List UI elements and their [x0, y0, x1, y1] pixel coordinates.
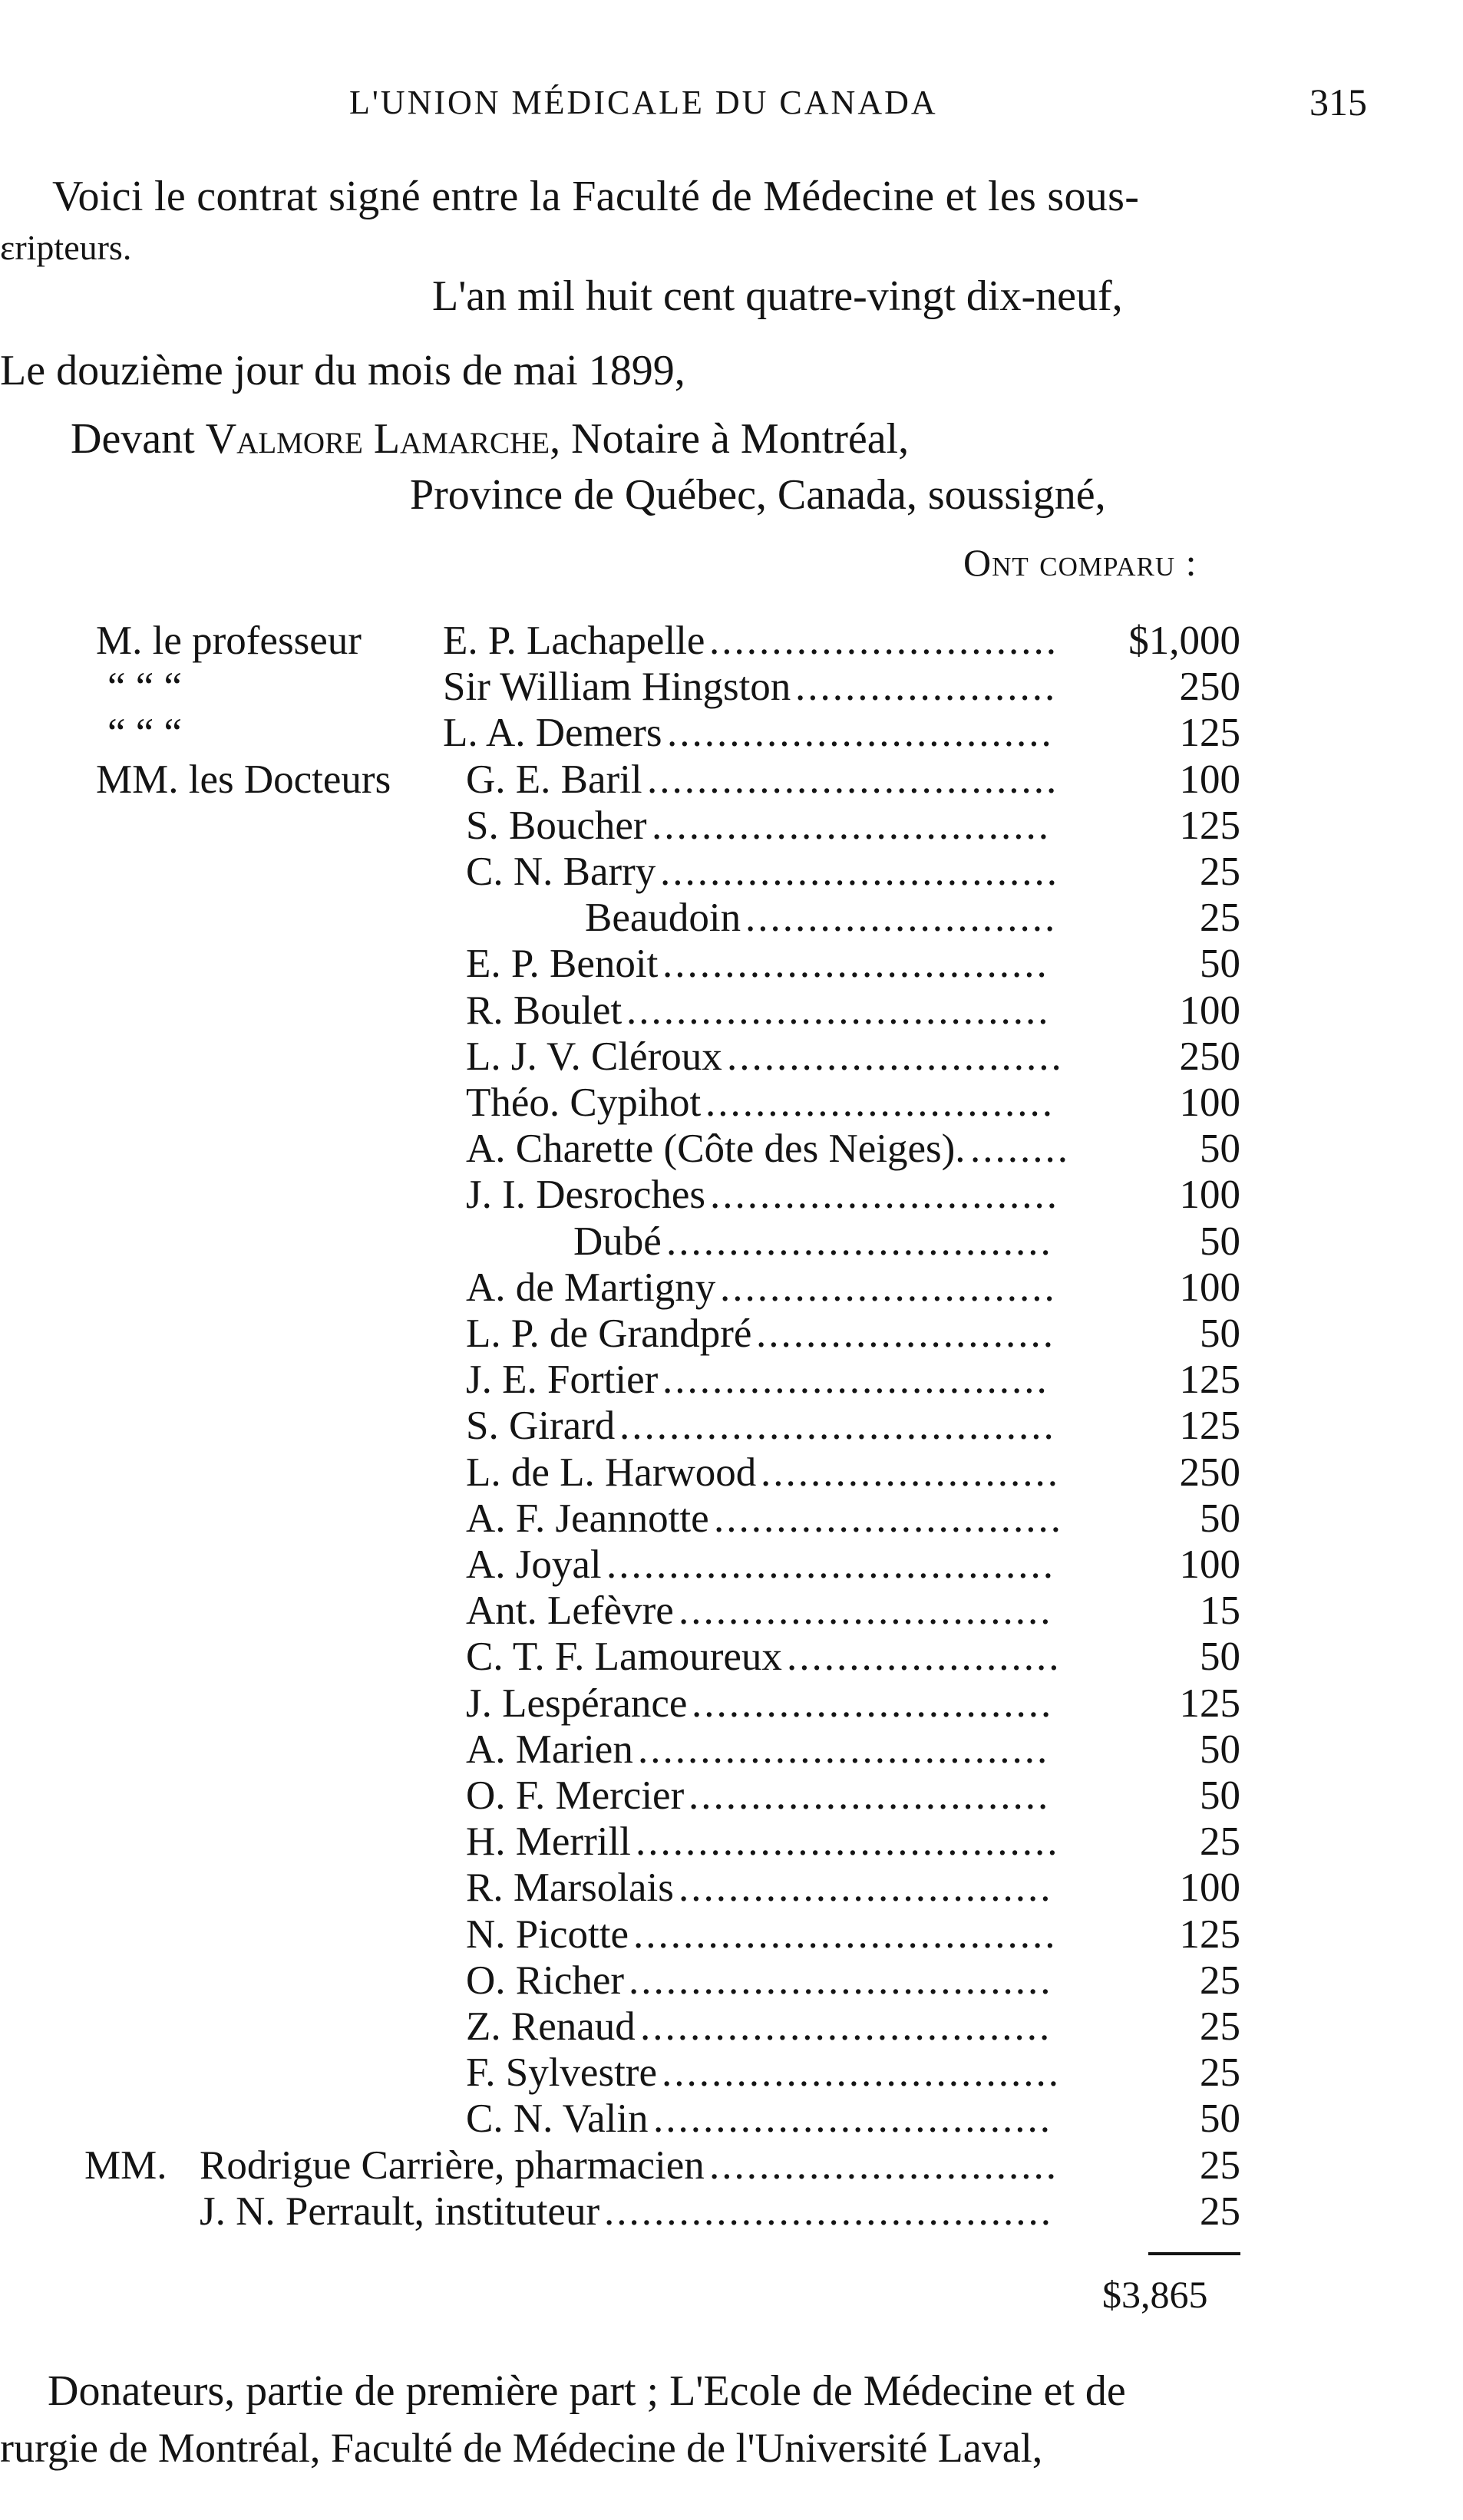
leader-dots: ................................: [660, 849, 1059, 894]
subscriber-title: MM.: [84, 2142, 167, 2188]
closing-line-2: rurgie de Montréal, Faculté de Médecine de l'Université Laval,: [0, 2425, 1043, 2471]
intro-line-4: Le douzième jour du mois de mai 1899,: [0, 347, 685, 394]
subscriber-name: A. F. Jeannotte: [466, 1496, 709, 1541]
list-item: [0, 1311, 1463, 1357]
list-item: [0, 803, 1463, 849]
subscription-amount: 25: [1200, 2050, 1240, 2096]
subscriber-name: Z. Renaud: [466, 2004, 636, 2049]
subscription-amount: 100: [1179, 988, 1240, 1033]
subscription-amount: 50: [1200, 1496, 1240, 1541]
subscriber-name: C. N. Barry: [466, 849, 656, 894]
list-item: [0, 2050, 1463, 2096]
subscription-amount: 50: [1200, 1727, 1240, 1772]
subscriber-name: O. Richer: [466, 1958, 625, 2003]
total-rule: [1148, 2252, 1240, 2255]
subscriber-name: O. F. Mercier: [466, 1773, 685, 1818]
intro-line-1: Voici le contrat signé entre la Faculté de Médecine et les sous-: [52, 173, 1140, 220]
subscriber-name: C. T. F. Lamoureux: [466, 1634, 782, 1680]
list-item: [0, 664, 1463, 710]
list-item: [0, 2096, 1463, 2142]
subscriber-name: C. N. Valin: [466, 2096, 649, 2142]
leader-dots: .....................: [795, 665, 1058, 710]
subscription-amount: 25: [1200, 2004, 1240, 2049]
leader-dots: .................................: [638, 1727, 1050, 1772]
subscriber-name: R. Boulet: [466, 988, 623, 1033]
notary-name: Valmore Lamarche: [205, 415, 550, 463]
subscriber-name: J. I. Desroches: [466, 1173, 706, 1218]
list-item: [0, 2142, 1463, 2189]
leader-dots: ..................................: [633, 1911, 1058, 1957]
subscription-amount: 125: [1179, 803, 1240, 848]
list-item: [0, 1496, 1463, 1542]
subscriber-name: H. Merrill: [466, 1819, 631, 1865]
leader-dots: .................................: [647, 757, 1059, 802]
leader-dots: ...............................: [667, 711, 1054, 756]
leader-dots: ................................: [653, 2096, 1052, 2142]
leader-dots: .............................: [692, 1681, 1054, 1726]
leader-dots: ...........................: [720, 1265, 1057, 1310]
list-item: [0, 895, 1463, 941]
page-number: 315: [1309, 81, 1367, 124]
subscription-amount: 100: [1179, 1173, 1240, 1218]
list-item: [0, 1357, 1463, 1403]
subscriber-name: Beaudoin: [585, 896, 741, 941]
leader-dots: ..............................: [679, 1865, 1053, 1911]
list-item: [0, 1865, 1463, 1911]
subscription-amount: 25: [1200, 2189, 1240, 2234]
list-item: [0, 1265, 1463, 1311]
list-item: [0, 941, 1463, 987]
subscriber-name: L. A. Demers: [443, 711, 662, 756]
subscriber-name: J. Lespérance: [466, 1681, 688, 1726]
list-item: [0, 757, 1463, 803]
subscription-amount: 50: [1200, 1219, 1240, 1264]
list-item: [0, 1681, 1463, 1727]
subscription-amount: 50: [1200, 1773, 1240, 1818]
list-item: [0, 1542, 1463, 1588]
subscriber-title: “ “ “: [107, 665, 183, 710]
subscription-amount: 125: [1179, 1403, 1240, 1449]
total-amount: $3,865: [1102, 2273, 1208, 2316]
subscription-amount: 100: [1179, 1265, 1240, 1310]
list-item: [0, 1819, 1463, 1865]
intro-line-7: Ont comparu :: [963, 541, 1197, 584]
list-item: [0, 1588, 1463, 1634]
list-item: [0, 1450, 1463, 1496]
subscription-amount: 100: [1179, 1542, 1240, 1587]
list-item: [0, 1126, 1463, 1172]
leader-dots: ..................................: [636, 1819, 1060, 1865]
subscription-amount: 25: [1200, 1819, 1240, 1865]
subscription-amount: 250: [1179, 665, 1240, 710]
leader-dots: ...........................: [727, 1034, 1064, 1079]
intro-line-2: ɛripteurs.: [0, 228, 132, 267]
subscriber-name: L. de L. Harwood: [466, 1450, 757, 1495]
leader-dots: .................................: [640, 2004, 1052, 2049]
intro-line-6: Province de Québec, Canada, soussigné,: [410, 471, 1106, 519]
leader-dots: ...............................: [666, 1219, 1053, 1264]
leader-dots: ..................................: [626, 988, 1051, 1033]
subscriber-name: A. Joyal: [466, 1542, 602, 1587]
subscription-amount: 25: [1200, 2142, 1240, 2188]
leader-dots: ............................: [714, 1496, 1063, 1541]
list-item: [0, 1403, 1463, 1449]
leader-dots: ............................: [709, 618, 1058, 663]
leader-dots: ....................................: [606, 1542, 1055, 1587]
subscription-amount: 125: [1179, 711, 1240, 756]
leader-dots: ............................: [709, 2142, 1058, 2188]
leader-dots: ..................................: [629, 1958, 1053, 2003]
subscriber-title: “ “ “: [107, 711, 183, 756]
leader-dots: ...............................: [662, 942, 1049, 987]
leader-dots: .............................: [689, 1773, 1051, 1818]
subscriber-name: Rodrigue Carrière, pharmacien: [200, 2142, 705, 2188]
subscriber-title: M. le professeur: [96, 618, 362, 663]
intro-line-5-prefix: Devant: [71, 415, 206, 463]
list-item: [0, 1634, 1463, 1680]
intro-line-5-suffix: , Notaire à Montréal,: [550, 415, 910, 463]
subscriber-name: F. Sylvestre: [466, 2050, 657, 2096]
subscriber-name: L. P. de Grandpré: [466, 1311, 752, 1356]
leader-dots: .........................: [745, 896, 1058, 941]
subscriber-name: A. de Martigny: [466, 1265, 716, 1310]
subscription-amount: 25: [1200, 849, 1240, 894]
list-item: [0, 1911, 1463, 1958]
subscription-amount: 100: [1179, 1080, 1240, 1125]
subscriber-name: Sir William Hingston: [443, 665, 791, 710]
subscriber-name: G. E. Baril: [466, 757, 642, 802]
leader-dots: ......................: [787, 1634, 1062, 1680]
leader-dots: ................................: [652, 803, 1051, 848]
subscriber-name: A. Charette (Côte des Neiges).: [466, 1126, 966, 1172]
running-title: L'UNION MÉDICALE DU CANADA: [349, 84, 938, 121]
subscriber-name: S. Boucher: [466, 803, 647, 848]
list-item: [0, 1080, 1463, 1126]
leader-dots: ....................................: [604, 2189, 1053, 2234]
leader-dots: ...............................: [662, 1357, 1049, 1403]
intro-line-5: [71, 415, 910, 463]
subscription-amount: 125: [1179, 1357, 1240, 1403]
subscriber-title: MM. les Docteurs: [96, 757, 391, 802]
list-item: [0, 1034, 1463, 1080]
subscriber-name: Théo. Cypihot: [466, 1080, 702, 1125]
subscriber-name: E. P. Benoit: [466, 942, 659, 987]
subscription-amount: 50: [1200, 1311, 1240, 1356]
leader-dots: ...................................: [619, 1403, 1056, 1449]
subscription-amount: 125: [1179, 1911, 1240, 1957]
list-item: [0, 1172, 1463, 1218]
closing-line-1: Donateurs, partie de première part ; L'Ecole de Médecine et de: [48, 2367, 1126, 2415]
subscriber-name: R. Marsolais: [466, 1865, 674, 1911]
list-item: [0, 1958, 1463, 2004]
leader-dots: ..............................: [679, 1588, 1053, 1634]
list-item: [0, 988, 1463, 1034]
subscription-amount: 100: [1179, 1865, 1240, 1911]
list-item: [0, 2189, 1463, 2235]
intro-line-3: L'an mil huit cent quatre-vingt dix-neuf,: [432, 272, 1123, 320]
leader-dots: ........................: [761, 1450, 1060, 1495]
leader-dots: ........: [970, 1126, 1070, 1172]
subscription-amount: $1,000: [1128, 618, 1240, 663]
subscription-amount: 50: [1200, 942, 1240, 987]
subscription-amount: 125: [1179, 1681, 1240, 1726]
list-item: [0, 2004, 1463, 2050]
leader-dots: ................................: [662, 2050, 1061, 2096]
list-item: [0, 849, 1463, 895]
subscriber-name: J. E. Fortier: [466, 1357, 659, 1403]
subscriber-name: E. P. Lachapelle: [443, 618, 705, 663]
subscription-amount: 250: [1179, 1450, 1240, 1495]
subscription-amount: 100: [1179, 757, 1240, 802]
subscriber-name: A. Marien: [466, 1727, 633, 1772]
subscriber-name: N. Picotte: [466, 1911, 629, 1957]
list-item: [0, 1727, 1463, 1773]
leader-dots: ............................: [710, 1173, 1059, 1218]
list-item: [0, 710, 1463, 756]
subscription-amount: 25: [1200, 896, 1240, 941]
leader-dots: ............................: [705, 1080, 1055, 1125]
subscription-amount: 15: [1200, 1588, 1240, 1634]
subscriber-name: Ant. Lefèvre: [466, 1588, 674, 1634]
leader-dots: ........................: [756, 1311, 1055, 1356]
subscription-amount: 50: [1200, 1126, 1240, 1172]
subscriber-name: Dubé: [573, 1219, 662, 1264]
subscriber-name: S. Girard: [466, 1403, 616, 1449]
subscription-amount: 50: [1200, 2096, 1240, 2142]
subscription-amount: 50: [1200, 1634, 1240, 1680]
subscriber-name: L. J. V. Cléroux: [466, 1034, 722, 1079]
subscription-amount: 25: [1200, 1958, 1240, 2003]
list-item: [0, 1219, 1463, 1265]
list-item: [0, 618, 1463, 664]
subscription-amount: 250: [1179, 1034, 1240, 1079]
subscriber-name: J. N. Perrault, instituteur: [200, 2189, 600, 2234]
list-item: [0, 1773, 1463, 1819]
